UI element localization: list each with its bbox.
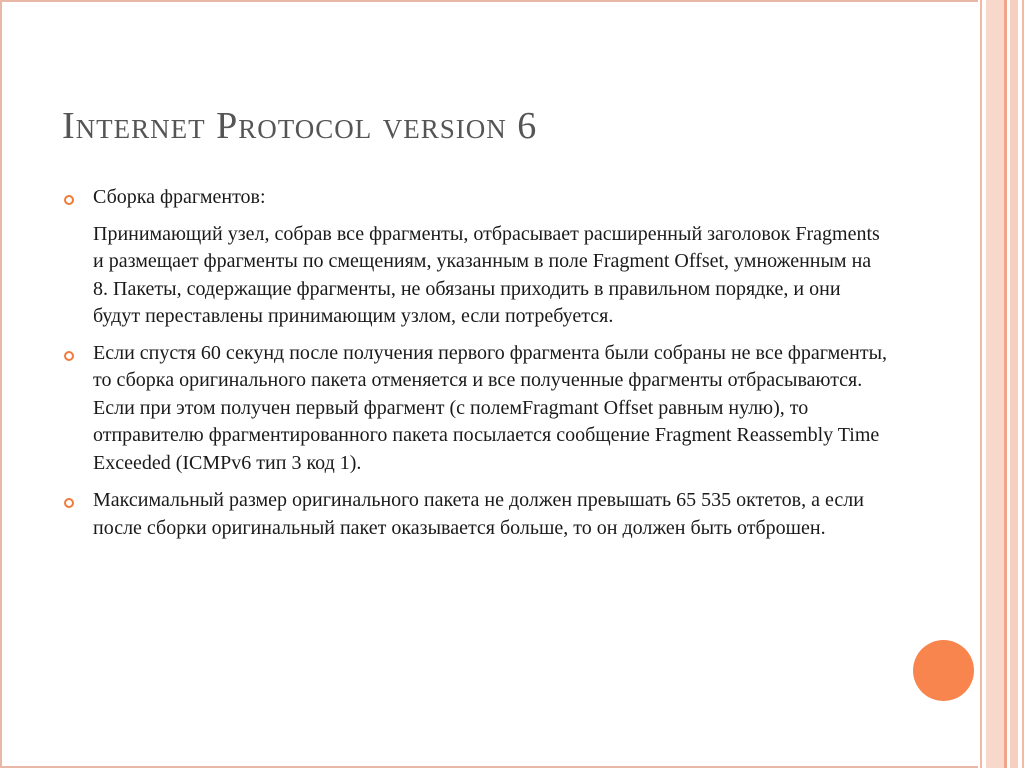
bullet-circle-icon xyxy=(64,195,74,205)
stripe xyxy=(986,0,1004,768)
bullet-item xyxy=(60,184,890,212)
slide-border-top xyxy=(0,0,980,2)
bullet-subtext: Принимающий узел, собрав все фрагменты, отбрасывает расширенный заголовок Fragments и размещает фрагменты по смещениям, указанным в поле Fragment Offset, умноженным на 8. Пакеты, содержащие фрагменты, не обязаны приходить в правильном порядке, и они будут переставлены принимающим узлом, если потребуется. xyxy=(93,222,880,327)
bullet-text: Сборка фрагментов: xyxy=(93,186,266,208)
bullet-text: Максимальный размер оригинального пакета не должен превышать 65 535 октетов, а если после сборки оригинальный пакет оказывается больше, то он должен быть отброшен. xyxy=(93,489,864,539)
slide-content xyxy=(60,184,890,542)
bullet-text: Если спустя 60 секунд после получения первого фрагмента были собраны не все фрагменты, то сборка оригинального пакета отменяется и все полученные фрагменты отбрасываются. Если при этом получен первый фрагмент (с полемFragmant Offset равным нулю), то отправителю фрагментированного пакета посылается сообщение Fragment Reassembly Time Exceeded (ICMPv6 тип 3 код 1). xyxy=(93,341,888,474)
decorative-stripes xyxy=(978,0,1024,768)
bullet-circle-icon xyxy=(64,351,74,361)
slide-title: Internet Protocol version 6 xyxy=(62,105,538,147)
bullet-item xyxy=(60,487,890,542)
bullet-circle-icon xyxy=(64,498,74,508)
decorative-circle xyxy=(913,640,974,701)
bullet-item xyxy=(60,340,890,478)
stripe xyxy=(1010,0,1018,768)
slide-border-left xyxy=(0,0,2,768)
